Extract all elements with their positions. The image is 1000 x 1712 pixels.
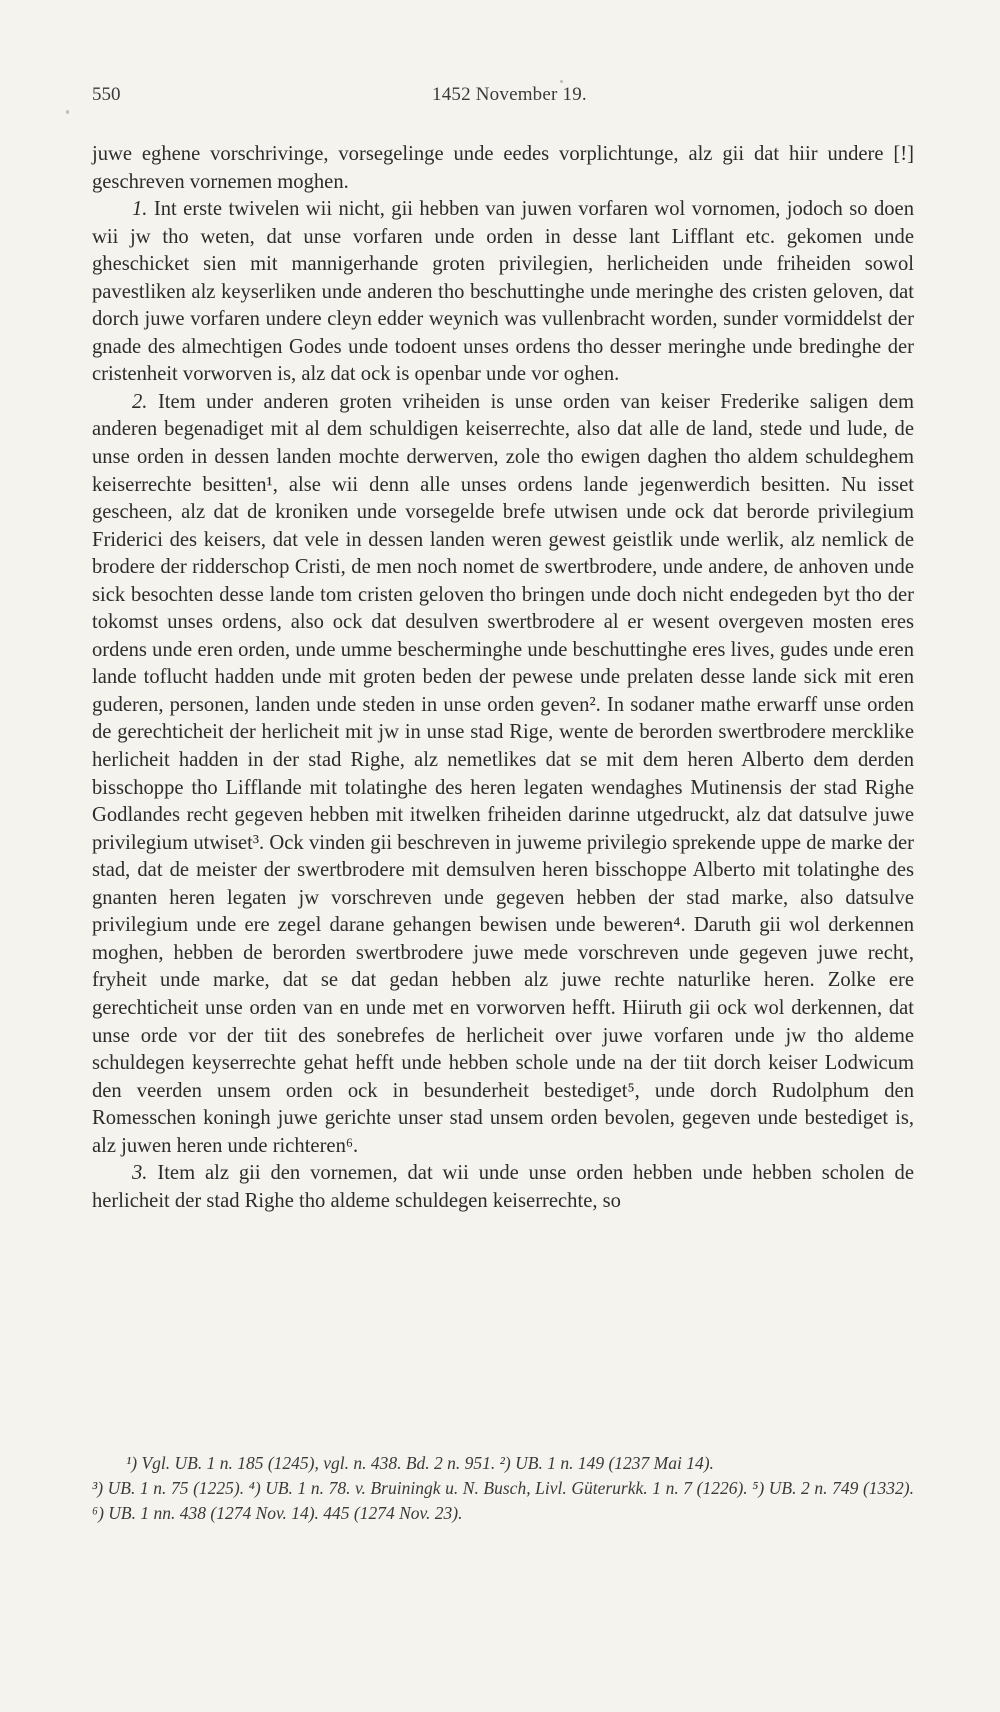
- main-text: [92, 141, 914, 1215]
- paragraph-text: Int erste twivelen wii nicht, gii hebben van juwen vorfaren wol vornomen, jodoch so doen wii jw tho weten, dat unse vorfaren unde orden in desse lant Lifflant etc. gekomen unde gheschicket sien mit mannigerhande groten privilegien, herlicheiden unde friheiden sowol pavestliken alz keyserliken unde anderen tho beschuttinghe unde meringhe des cristen geloven, dat dorch juwe vorfaren undere cleyn edder weynich was vullenbracht worden, sunder vormiddelst der gnade des almechtigen Godes unde todoent unses ordens tho desser meringhe unde bredinghe der cristenheit vorworven is, alz dat ock is openbar unde vor oghen.: [92, 198, 914, 386]
- paragraph-number: 3.: [132, 1162, 148, 1185]
- footnote-line: ³) UB. 1 n. 75 (1225). ⁴) UB. 1 n. 78. v. Bruiningk u. N. Busch, Livl. Güterurkk. 1 n. 7 (1226). ⁵) UB. 2 n. 749 (1332). ⁶) UB. 1 nn. 438 (1274 Nov. 14). 445 (1274 Nov. 23).: [92, 1478, 914, 1523]
- paragraph-3: [92, 1160, 914, 1215]
- paragraph-2: [92, 389, 914, 1160]
- paragraph-number: 2.: [132, 390, 148, 413]
- paragraph-text: Item alz gii den vornemen, dat wii unde unse orden hebben unde hebben scholen de herlicheit der stad Righe tho aldeme schuldegen keiserrechte, so: [92, 1162, 914, 1212]
- paragraph-number: 1.: [132, 198, 148, 221]
- paper-speck: [560, 80, 563, 83]
- footnote-line: ¹) Vgl. UB. 1 n. 185 (1245), vgl. n. 438. Bd. 2 n. 951. ²) UB. 1 n. 149 (1237 Mai 14).: [126, 1453, 714, 1473]
- page-number: 550: [92, 84, 121, 105]
- paragraph-text: Item under anderen groten vriheiden is unse orden van keiser Frederike saligen dem anderen begenadiget mit al dem schuldigen keiserrechte, also dat alle de land, stede und lude, de unse orden in dessen landen mochte derwerven, zole tho ewigen daghen tho aldem schuldeghem keiserrechte besitten¹, alse wii denn alle unses ordens lande jegenwerdich besitten. Nu isset gescheen, alz dat de kroniken unde vorsegelde brefe utwisen unde ock dat berorde privilegium Friderici des keisers, dat vele in dessen landen weren gewest geistlik unde werlik, alz nemlick de brodere der ridderschop Cristi, de men noch nomet de swertbrodere, unde andere, de anhoven unde sick besochten desse lande tom cristen geloven tho bringen unde doch nicht endegeden byt tho der tokomst unses ordens, also ock dat desulven swertbrodere al er wesent overgeven mosten eres ordens unde eren orden, unde umme bescherminghe unde beschuttinghe eres lives, gudes unde eren lande toflucht hadden unde mit groten beden der pewese unde prelaten desse lande sick mit eren guderen, personen, landen unde steden in unse orden geven². In sodaner mathe erwarff unse orden de gerechticheit der herlicheit mit jw in unse stad Rige, wente de berorden swertbrodere mercklike herlicheit hadden in der stad Righe, alz nemetlikes dat se mit dem heren Alberto dem derden bisschoppe tho Lifflande mit tolatinghe des heren legaten wendaghes Mutinensis der stad Righe Godlandes recht gegeven hebben mit itwelken friheiden darinne utgedruckt, alz dat datsulve juwe privilegium utwiset³. Ock vinden gii beschreven in juweme privilegio sprekende uppe de marke der stad, dat de meister der swertbrodere mit demsulven heren bisschoppe Alberto mit tolatinghe des gnanten heren legaten jw vorschreven unde gegeven hebben der stad marke, also datsulve privilegium unde ere zegel darane gehangen bewisen unde beweren⁴. Daruth gii wol derkennen moghen, hebben de berorden swertbrodere juwe mede vorschreven unde gegeven juwe recht, fryheit unde marke, dat se dat gedan hebben alz juwe rechte naturlike heren. Zolke ere gerechticheit unse orden van en unde met en vorworven hefft. Hiiruth gii ock wol derkennen, dat unse orde vor der tiit des sonebrefes de herlicheit over juwe vorfaren unde jw tho aldeme schuldegen keyserrechte gehat hefft unde hebben schole unde na der tiit dorch keiser Lodwicum den veerden unsem orden ock in besunderheit bestediget⁵, unde dorch Rudolphum den Romesschen koningh juwe gerichte unser stad unsem orden bevolen, gegeven unde bestediget is, alz juwen heren unde richteren⁶.: [92, 390, 914, 1157]
- paragraph-continuation: juwe eghene vorschrivinge, vorsegelinge unde eedes vorplichtunge, alz gii dat hiir undere [!] geschreven vornemen moghen.: [92, 143, 914, 193]
- footnotes: [92, 1451, 914, 1526]
- paper-speck: [66, 110, 69, 114]
- paragraph-1: [92, 196, 914, 389]
- running-head-date: 1452 November 19.: [432, 84, 587, 105]
